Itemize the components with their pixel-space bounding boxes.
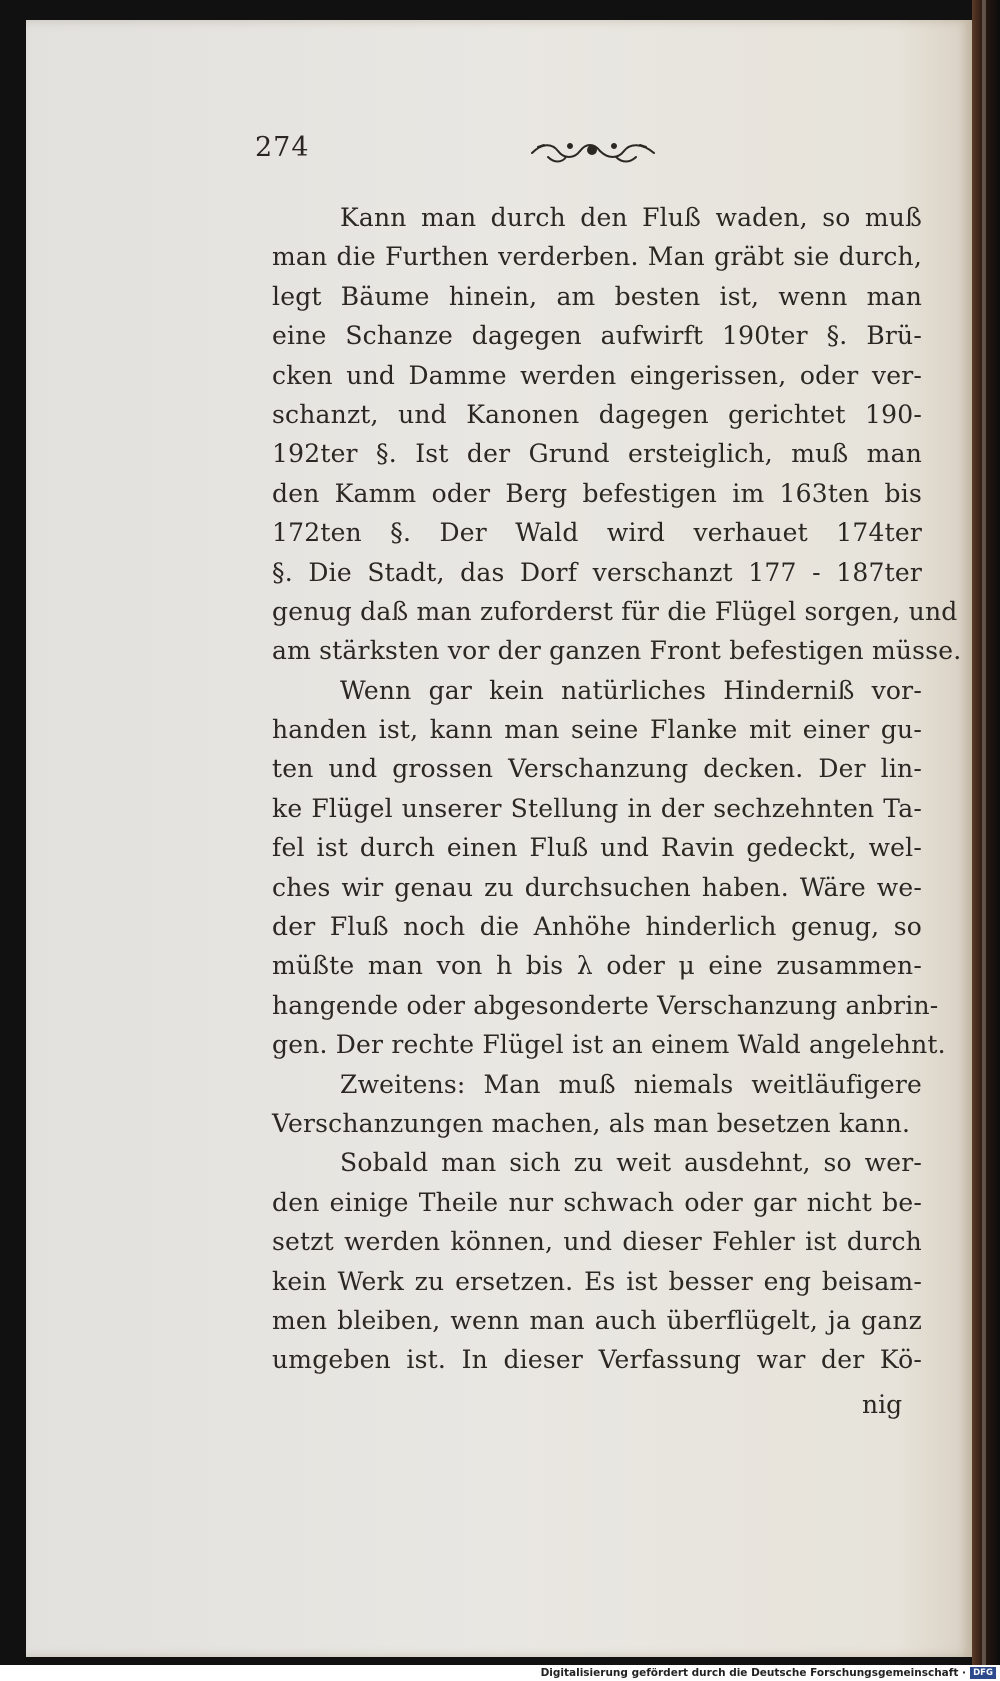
text-line: fel ist durch einen Fluß und Ravin gedeckt, wel- xyxy=(272,833,922,863)
body-text xyxy=(272,198,962,1380)
text-line: kein Werk zu ersetzen. Es ist besser eng beisam- xyxy=(272,1266,922,1296)
text-line: müßte man von h bis λ oder μ eine zusammen- xyxy=(272,951,922,981)
book-spine xyxy=(972,0,1000,1665)
text-line: men bleiben, wenn man auch überflügelt, ja ganz xyxy=(272,1305,922,1335)
text-line: schanzt, und Kanonen dagegen gerichtet 190- xyxy=(272,399,922,429)
text-line: handen ist, kann man seine Flanke mit einer gu- xyxy=(272,715,922,745)
text-line: der Fluß noch die Anhöhe hinderlich genug, so xyxy=(272,912,922,942)
text-line: eine Schanze dagegen aufwirft 190ter §. Brü- xyxy=(272,321,922,351)
text-line: Zweitens: Man muß niemals weitläufigere xyxy=(340,1069,922,1099)
text-line: ke Flügel unserer Stellung in der sechzehnten Ta- xyxy=(272,793,922,823)
text-line: §. Die Stadt, das Dorf verschanzt 177 - 187ter xyxy=(272,557,922,587)
text-line: am stärksten vor der ganzen Front befestigen müsse. xyxy=(272,636,962,666)
text-line: hangende oder abgesonderte Verschanzung anbrin- xyxy=(272,990,939,1020)
text-line: cken und Damme werden eingerissen, oder ver- xyxy=(272,360,922,390)
text-line: setzt werden können, und dieser Fehler ist durch xyxy=(272,1227,922,1257)
text-line: gen. Der rechte Flügel ist an einem Wald angelehnt. xyxy=(272,1030,946,1060)
text-line: Wenn gar kein natürliches Hinderniß vor- xyxy=(340,675,922,705)
text-line: umgeben ist. In dieser Verfassung war der Kö- xyxy=(272,1345,922,1375)
text-line: ches wir genau zu durchsuchen haben. Wäre we- xyxy=(272,872,922,902)
text-line: den einige Theile nur schwach oder gar nicht be- xyxy=(272,1187,922,1217)
text-line: Sobald man sich zu weit ausdehnt, so wer- xyxy=(340,1148,922,1178)
ornament-icon xyxy=(528,133,658,169)
spine-highlight xyxy=(982,0,986,1665)
text-line: man die Furthen verderben. Man gräbt sie durch, xyxy=(272,242,922,272)
text-line: Verschanzungen machen, als man besetzen kann. xyxy=(272,1108,911,1138)
dfg-logo: DFG xyxy=(970,1667,996,1679)
text-line: Kann man durch den Fluß waden, so muß xyxy=(340,203,922,232)
catchword: nig xyxy=(862,1390,903,1419)
text-line: ten und grossen Verschanzung decken. Der lin- xyxy=(272,754,922,784)
text-line: genug daß man zuforderst für die Flügel sorgen, und xyxy=(272,596,958,626)
text-line: den Kamm oder Berg befestigen im 163ten bis xyxy=(272,478,922,508)
text-line: 192ter §. Ist der Grund ersteiglich, muß man xyxy=(272,439,922,469)
page-number: 274 xyxy=(255,132,310,163)
funding-notice: Digitalisierung gefördert durch die Deutsche Forschungsgemeinschaft · xyxy=(540,1667,966,1679)
text-line: 172ten §. Der Wald wird verhauet 174ter xyxy=(272,518,922,548)
text-line: legt Bäume hinein, am besten ist, wenn man xyxy=(272,281,922,311)
